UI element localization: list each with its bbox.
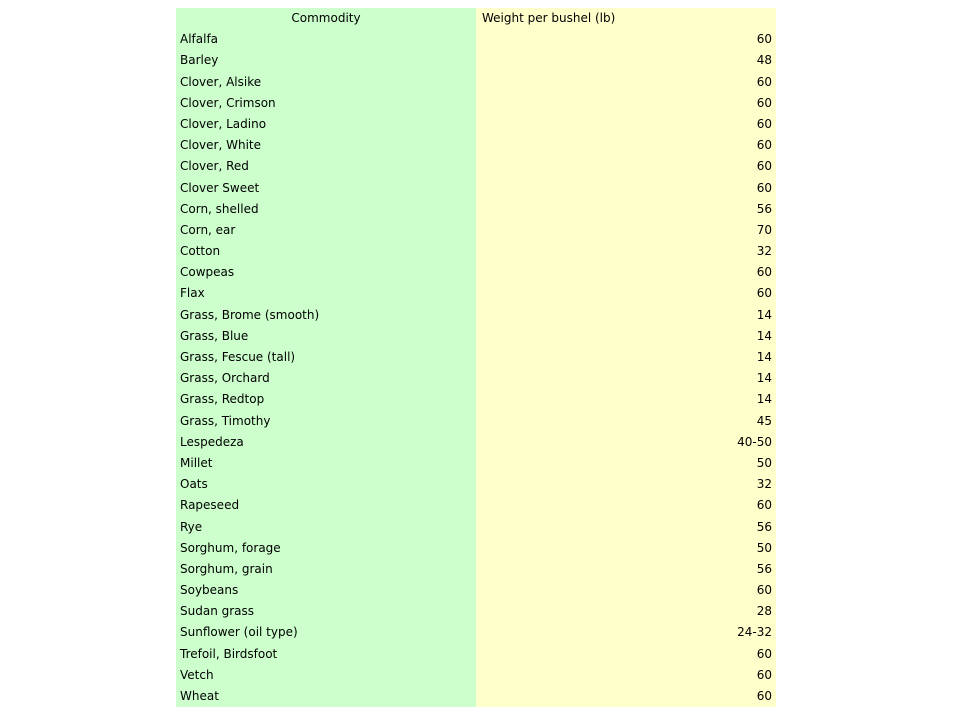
weight-cell[interactable]: 56: [476, 559, 776, 580]
weight-cell[interactable]: 48: [476, 50, 776, 71]
commodity-cell[interactable]: Grass, Redtop: [176, 389, 476, 410]
weight-cell[interactable]: 60: [476, 283, 776, 304]
weight-cell[interactable]: 50: [476, 538, 776, 559]
table-row: [176, 199, 776, 220]
commodity-weight-table: [176, 8, 776, 707]
table-row: [176, 389, 776, 410]
weight-cell[interactable]: 24-32: [476, 622, 776, 643]
weight-cell[interactable]: 60: [476, 644, 776, 665]
commodity-cell[interactable]: Grass, Timothy: [176, 411, 476, 432]
commodity-cell[interactable]: Vetch: [176, 665, 476, 686]
table-row: [176, 326, 776, 347]
commodity-cell[interactable]: Corn, ear: [176, 220, 476, 241]
commodity-cell[interactable]: Clover Sweet: [176, 178, 476, 199]
commodity-cell[interactable]: Rye: [176, 517, 476, 538]
commodity-cell[interactable]: Grass, Brome (smooth): [176, 305, 476, 326]
weight-cell[interactable]: 45: [476, 411, 776, 432]
weight-cell[interactable]: 14: [476, 389, 776, 410]
table-row: [176, 474, 776, 495]
commodity-cell[interactable]: Grass, Blue: [176, 326, 476, 347]
weight-cell[interactable]: 14: [476, 305, 776, 326]
table-row: [176, 114, 776, 135]
weight-cell[interactable]: 14: [476, 368, 776, 389]
weight-cell[interactable]: 40-50: [476, 432, 776, 453]
table-row: [176, 241, 776, 262]
weight-cell[interactable]: 60: [476, 665, 776, 686]
weight-cell[interactable]: 60: [476, 178, 776, 199]
commodity-cell[interactable]: Sudan grass: [176, 601, 476, 622]
commodity-cell[interactable]: Cotton: [176, 241, 476, 262]
weight-cell[interactable]: 28: [476, 601, 776, 622]
table-row: [176, 262, 776, 283]
header-commodity[interactable]: Commodity: [176, 8, 476, 29]
commodity-cell[interactable]: Oats: [176, 474, 476, 495]
commodity-cell[interactable]: Rapeseed: [176, 495, 476, 516]
table-row: [176, 622, 776, 643]
commodity-cell[interactable]: Flax: [176, 283, 476, 304]
table-row: [176, 368, 776, 389]
commodity-cell[interactable]: Cowpeas: [176, 262, 476, 283]
commodity-cell[interactable]: Lespedeza: [176, 432, 476, 453]
weight-cell[interactable]: 14: [476, 347, 776, 368]
weight-cell[interactable]: 14: [476, 326, 776, 347]
weight-cell[interactable]: 60: [476, 580, 776, 601]
commodity-cell[interactable]: Grass, Fescue (tall): [176, 347, 476, 368]
weight-cell[interactable]: 60: [476, 686, 776, 707]
commodity-cell[interactable]: Clover, Red: [176, 156, 476, 177]
commodity-cell[interactable]: Clover, White: [176, 135, 476, 156]
commodity-cell[interactable]: Clover, Ladino: [176, 114, 476, 135]
table-row: [176, 178, 776, 199]
commodity-cell[interactable]: Soybeans: [176, 580, 476, 601]
weight-cell[interactable]: 60: [476, 156, 776, 177]
table-row: [176, 156, 776, 177]
table-row: [176, 644, 776, 665]
table-row: [176, 220, 776, 241]
table-row: [176, 135, 776, 156]
weight-cell[interactable]: 60: [476, 495, 776, 516]
commodity-cell[interactable]: Clover, Alsike: [176, 72, 476, 93]
table-row: [176, 72, 776, 93]
weight-cell[interactable]: 56: [476, 517, 776, 538]
commodity-cell[interactable]: Barley: [176, 50, 476, 71]
commodity-cell[interactable]: Trefoil, Birdsfoot: [176, 644, 476, 665]
table-row: [176, 665, 776, 686]
commodity-cell[interactable]: Alfalfa: [176, 29, 476, 50]
table-row: [176, 517, 776, 538]
table-row: [176, 93, 776, 114]
table-row: [176, 305, 776, 326]
table-row: [176, 347, 776, 368]
weight-cell[interactable]: 60: [476, 72, 776, 93]
commodity-cell[interactable]: Sorghum, grain: [176, 559, 476, 580]
table-row: [176, 283, 776, 304]
commodity-cell[interactable]: Wheat: [176, 686, 476, 707]
weight-cell[interactable]: 56: [476, 199, 776, 220]
table-row: [176, 538, 776, 559]
table-row: [176, 495, 776, 516]
commodity-cell[interactable]: Sorghum, forage: [176, 538, 476, 559]
table-row: [176, 559, 776, 580]
table-row: [176, 29, 776, 50]
weight-cell[interactable]: 32: [476, 474, 776, 495]
weight-cell[interactable]: 32: [476, 241, 776, 262]
weight-cell[interactable]: 70: [476, 220, 776, 241]
header-weight[interactable]: Weight per bushel (lb): [476, 8, 776, 29]
weight-cell[interactable]: 60: [476, 135, 776, 156]
table-row: [176, 432, 776, 453]
commodity-cell[interactable]: Millet: [176, 453, 476, 474]
weight-cell[interactable]: 50: [476, 453, 776, 474]
commodity-cell[interactable]: Clover, Crimson: [176, 93, 476, 114]
table-row: [176, 50, 776, 71]
weight-cell[interactable]: 60: [476, 29, 776, 50]
table-row: [176, 411, 776, 432]
commodity-cell[interactable]: Corn, shelled: [176, 199, 476, 220]
commodity-cell[interactable]: Grass, Orchard: [176, 368, 476, 389]
table-header-row: [176, 8, 776, 29]
commodity-cell[interactable]: Sunflower (oil type): [176, 622, 476, 643]
table-row: [176, 580, 776, 601]
table-row: [176, 601, 776, 622]
weight-cell[interactable]: 60: [476, 114, 776, 135]
weight-cell[interactable]: 60: [476, 93, 776, 114]
table-row: [176, 686, 776, 707]
weight-cell[interactable]: 60: [476, 262, 776, 283]
table-row: [176, 453, 776, 474]
